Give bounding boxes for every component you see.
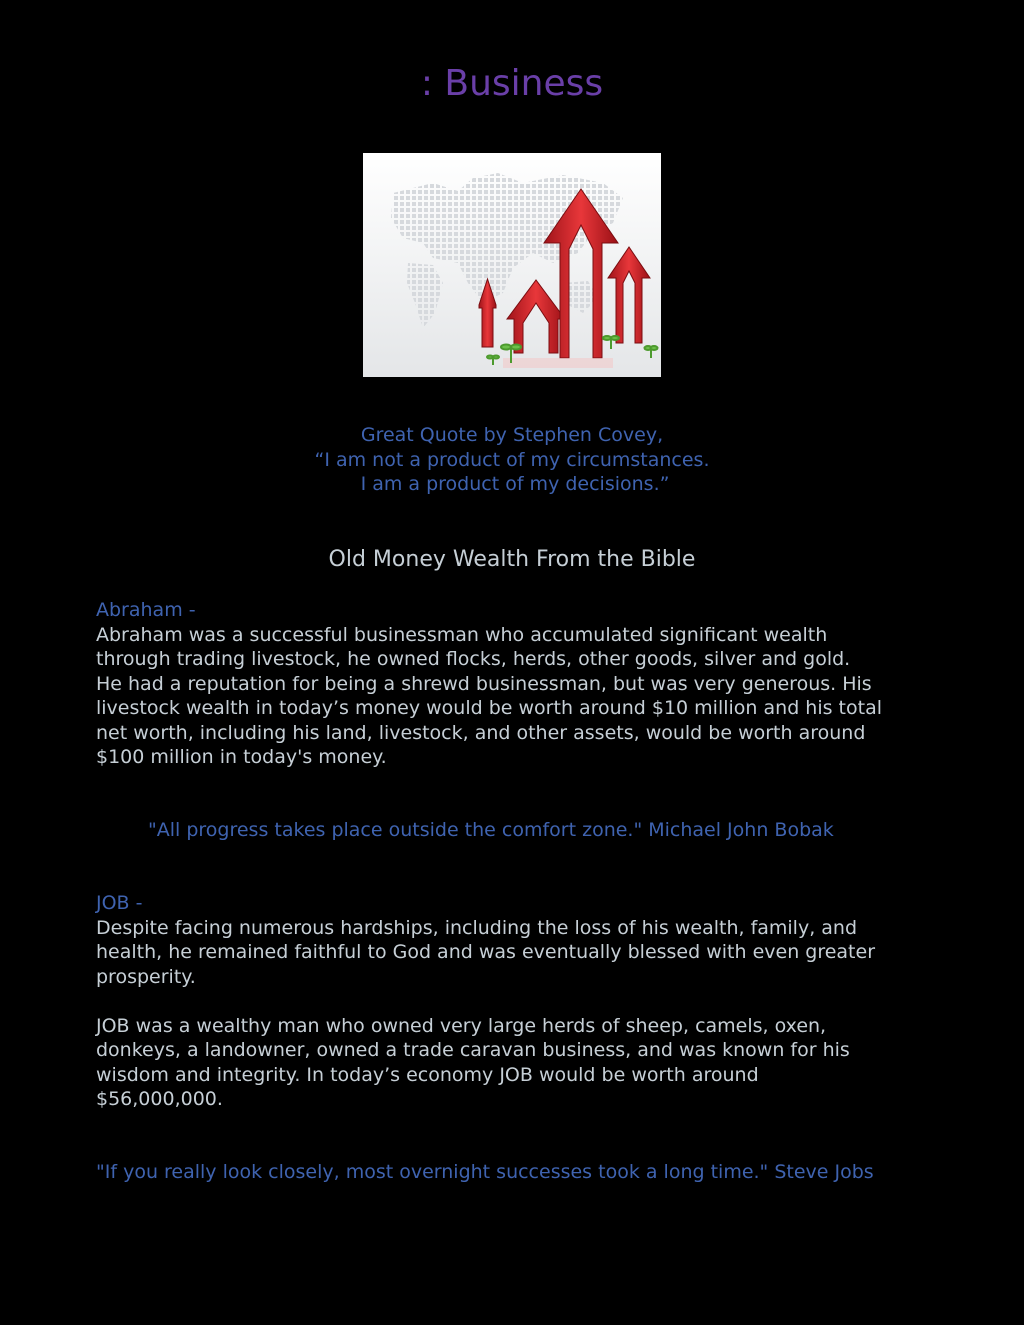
paragraph-line: Despite facing numerous hardships, including the loss of his wealth, family, and bbox=[96, 916, 858, 939]
job-paragraph-1 bbox=[96, 916, 936, 990]
paragraph-line: health, he remained faithful to God and was eventually blessed with even greater bbox=[96, 941, 876, 963]
covey-quote bbox=[0, 423, 1024, 497]
paragraph-line: through trading livestock, he owned flocks, herds, other goods, silver and gold. bbox=[96, 648, 851, 670]
paragraph-line: Abraham was a successful businessman who accumulated significant wealth bbox=[96, 623, 828, 646]
job-label: JOB - bbox=[96, 892, 143, 914]
bobak-quote: "All progress takes place outside the comfort zone." Michael John Bobak bbox=[148, 819, 834, 841]
rising-arrows-icon bbox=[363, 153, 661, 377]
jobs-quote: "If you really look closely, most overnight successes took a long time." Steve Jobs bbox=[96, 1161, 874, 1183]
covey-quote-line: I am a product of my decisions.” bbox=[354, 473, 670, 495]
paragraph-line: He had a reputation for being a shrewd businessman, but was very generous. His bbox=[96, 672, 872, 695]
abraham-paragraph bbox=[96, 623, 936, 770]
paragraph-line: JOB was a wealthy man who owned very large herds of sheep, camels, oxen, bbox=[96, 1014, 827, 1037]
paragraph-line: livestock wealth in today’s money would be worth around $10 million and his total bbox=[96, 697, 882, 719]
abraham-label: Abraham - bbox=[96, 599, 196, 621]
paragraph-line: net worth, including his land, livestock, and other assets, would be worth around bbox=[96, 721, 866, 744]
paragraph-line: prosperity. bbox=[96, 965, 196, 988]
paragraph-line: donkeys, a landowner, owned a trade caravan business, and was known for his bbox=[96, 1039, 850, 1061]
section-heading: Old Money Wealth From the Bible bbox=[328, 547, 696, 572]
hero-image bbox=[363, 153, 661, 377]
paragraph-line: $56,000,000. bbox=[96, 1088, 223, 1110]
paragraph-line: wisdom and integrity. In today’s economy JOB would be worth around bbox=[96, 1063, 759, 1086]
covey-quote-line: “I am not a product of my circumstances. bbox=[314, 448, 710, 471]
job-paragraph-2 bbox=[96, 1014, 936, 1112]
page-title: : Business bbox=[420, 63, 604, 104]
covey-quote-line: Great Quote by Stephen Covey, bbox=[360, 424, 664, 446]
paragraph-line: $100 million in today's money. bbox=[96, 746, 387, 768]
